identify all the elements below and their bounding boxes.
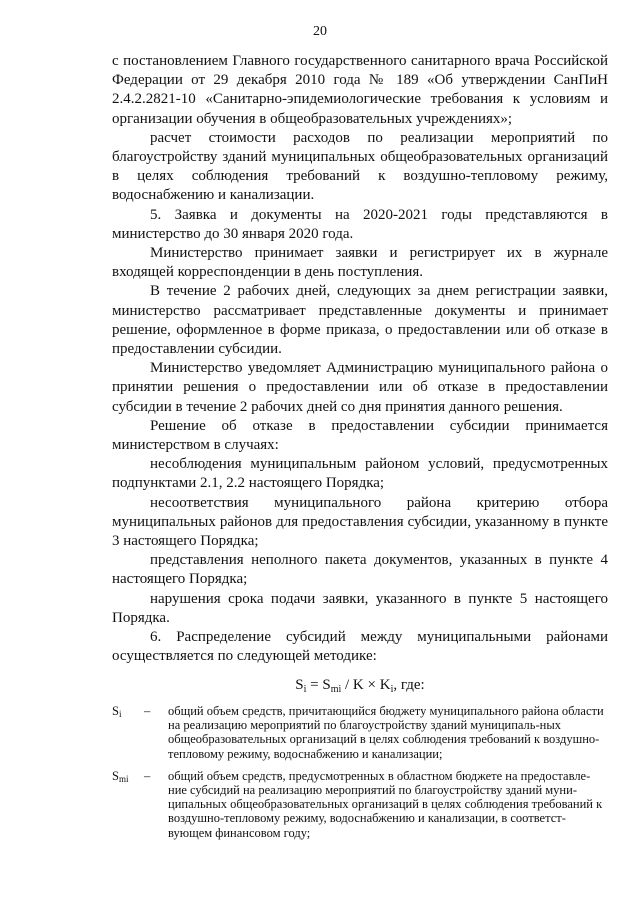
formula-k-sub: i (390, 683, 394, 695)
paragraph: Министерство принимает заявки и регистрирует их в журнале входящей корреспонденции в день поступления. (112, 245, 608, 281)
definition-dash: – (144, 768, 151, 783)
document-body (112, 52, 608, 699)
formula-eq: = (306, 676, 323, 693)
page-number: 20 (313, 24, 327, 39)
definition-dash: – (144, 704, 151, 718)
paragraph: расчет стоимости расходов по реализации мероприятий по благоустройству зданий муниципальных общеобразовательных организаций в целях соблюдения требований к воздушно-тепловому режиму, водоснабжению и канализации. (112, 129, 608, 204)
definition-row (112, 769, 608, 840)
formula-s2: S (322, 676, 331, 693)
definition-symbol: $S_i$ (112, 704, 122, 719)
formula-lhs-sub: i (303, 683, 307, 695)
paragraph: Решение об отказе в предоставлении субсидии принимается министерством в случаях: (112, 417, 608, 454)
paragraph: В течение 2 рабочих дней, следующих за днем регистрации заявки, министерство рассматривает представленные документы и принимает решение, оформленное в форме приказа, о предоставлении или об отказе в предоставлении субсидии. (112, 283, 608, 358)
formula-op: / K × K (341, 676, 391, 693)
definition-row (112, 704, 608, 761)
paragraph: 5. Заявка и документы на 2020-2021 годы представляются в министерство до 30 января 2020 года. (112, 206, 608, 242)
paragraph: нарушения срока подачи заявки, указанного в пункте 5 настоящего Порядка. (112, 590, 608, 626)
paragraph: с постановлением Главного государственного санитарного врача Российской Федерации от 29 декабря 2010 года № 189 «Об утверждении СанПиН 2.4.2.2821-10 «Санитарно-эпидемиологические требования к условиям и организации обучения в общеобразовательных учреждениях»; (112, 53, 608, 127)
paragraph: несоблюдения муниципальным районом условий, предусмотренных подпунктами 2.1, 2.2 настоящего Порядка; (112, 456, 608, 492)
definitions-list (112, 704, 608, 848)
paragraph: несоответствия муниципального района критерию отбора муниципальных районов для предоставления субсидии, указанному в пункте 3 настоящего Порядка; (112, 494, 608, 550)
paragraph: Министерство уведомляет Администрацию муниципального района о принятии решения о предоставлении или об отказе в предоставлении субсидии в течение 2 рабочих дней со дня принятия данного решения. (112, 360, 608, 415)
paragraph: представления неполного пакета документов, указанных в пункте 4 настоящего Порядка; (112, 552, 608, 588)
definition-symbol: $S_{mi}$ (112, 768, 129, 784)
formula-lhs: S (295, 676, 304, 693)
formula (112, 675, 608, 695)
paragraph: 6. Распределение субсидий между муниципальными районами осуществляется по следующей методике: (112, 629, 608, 665)
formula-tail: , где: (393, 676, 425, 693)
formula-s2-sub: mi (330, 683, 342, 695)
definition-text: общий объем средств, предусмотренных в областном бюджете на предоставле-ние субсидий на реализацию мероприятий по благоустройству зданий муни-ципальных общеобразовательных организаций в целях соблюдения требований к воздушно-тепловому режиму, водоснабжению и канализации, в соответст-вующем финансовом году; (168, 768, 603, 840)
definition-text: общий объем средств, причитающийся бюджету муниципального района области на реализацию мероприятий по благоустройству зданий муниципаль-ных общеобразовательных организаций в целях соблюдения требований к воздушно-тепловому режиму, водоснабжению и канализации; (168, 704, 604, 761)
